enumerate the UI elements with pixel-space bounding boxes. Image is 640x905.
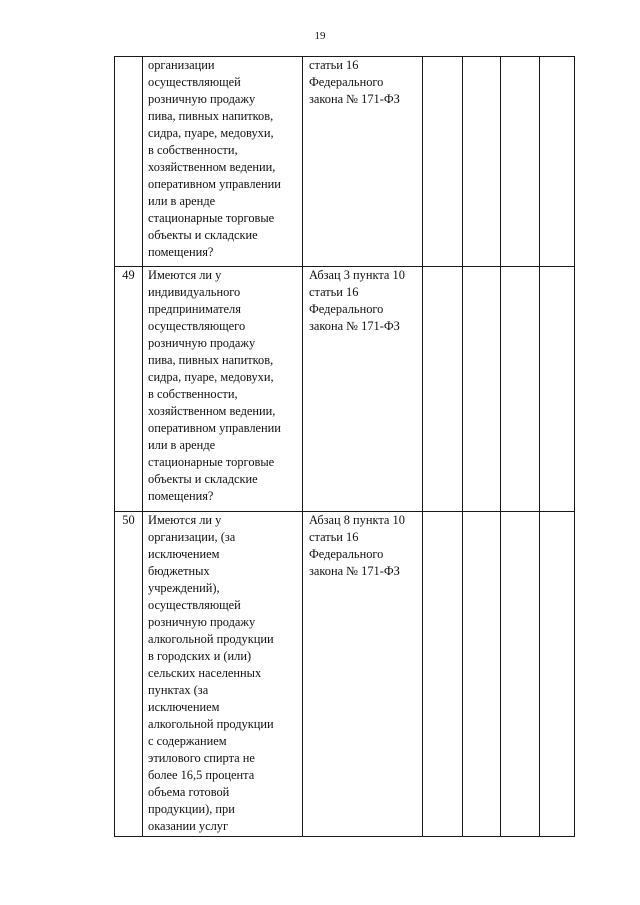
legal-reference-cell: Абзац 3 пункта 10 статьи 16 Федерального закона № 171-ФЗ xyxy=(303,267,423,512)
note-cell[interactable] xyxy=(540,267,575,512)
answer-yes-cell[interactable] xyxy=(423,512,463,837)
row-number-cell: 50 xyxy=(115,512,143,837)
legal-reference-cell: Абзац 8 пункта 10 статьи 16 Федерального закона № 171-ФЗ xyxy=(303,512,423,837)
table-row xyxy=(115,57,575,267)
answer-no-cell[interactable] xyxy=(463,267,501,512)
answer-not-applicable-cell[interactable] xyxy=(501,57,540,267)
row-number-cell: 49 xyxy=(115,267,143,512)
answer-not-applicable-cell[interactable] xyxy=(501,267,540,512)
note-cell[interactable] xyxy=(540,57,575,267)
answer-not-applicable-cell[interactable] xyxy=(501,512,540,837)
table-row xyxy=(115,267,575,512)
table-row xyxy=(115,512,575,837)
question-cell: Имеются ли у организации, (за исключением бюджетных учреждений), осуществляющей розничную продажу алкогольной продукции в городских и (или) сельских населенных пунктах (за исключением алкогольной продукции с содержанием этилового спирта не более 16,5 процента объема готовой продукции), при оказании услуг xyxy=(143,512,303,837)
page-number: 19 xyxy=(314,30,326,42)
answer-no-cell[interactable] xyxy=(463,512,501,837)
question-cell: организации осуществляющей розничную продажу пива, пивных напитков, сидра, пуаре, медовухи, в собственности, хозяйственном ведении, оперативном управлении или в аренде стационарные торговые объекты и складские помещения? xyxy=(143,57,303,267)
checklist-table xyxy=(114,56,575,837)
question-cell: Имеются ли у индивидуального предпринимателя осуществляющего розничную продажу пива, пивных напитков, сидра, пуаре, медовухи, в собственности, хозяйственном ведении, оперативном управлении или в аренде стационарные торговые объекты и складские помещения? xyxy=(143,267,303,512)
legal-reference-cell: статьи 16 Федерального закона № 171-ФЗ xyxy=(303,57,423,267)
row-number-cell xyxy=(115,57,143,267)
answer-yes-cell[interactable] xyxy=(423,267,463,512)
answer-yes-cell[interactable] xyxy=(423,57,463,267)
answer-no-cell[interactable] xyxy=(463,57,501,267)
note-cell[interactable] xyxy=(540,512,575,837)
